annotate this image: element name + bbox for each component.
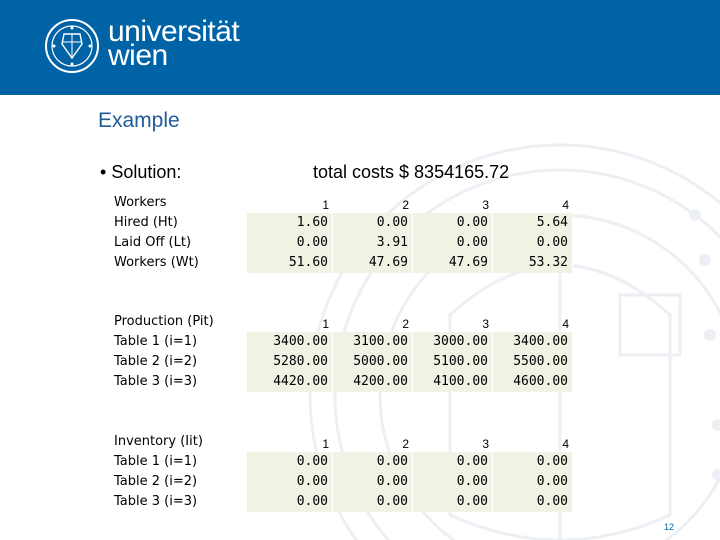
section-heading: Inventory (Iit) — [114, 434, 203, 449]
table-row — [247, 452, 583, 472]
table-cell: 47.69 — [333, 253, 413, 273]
row-label: Table 3 (i=3) — [114, 374, 198, 389]
table-cell: 0.00 — [333, 452, 413, 472]
table-row — [247, 352, 583, 372]
period-header: 2 — [402, 198, 409, 212]
period-header: 2 — [402, 437, 409, 451]
university-logo-text — [108, 15, 240, 72]
workers-table — [247, 193, 583, 273]
inventory-table — [247, 432, 583, 512]
table-row — [247, 332, 583, 352]
section-heading: Workers — [114, 195, 167, 210]
table-cell: 0.00 — [413, 233, 493, 253]
university-seal-icon — [44, 18, 100, 74]
table-cell: 0.00 — [493, 452, 573, 472]
table-cell: 53.32 — [493, 253, 573, 273]
period-header: 1 — [322, 437, 329, 451]
table-cell: 5.64 — [493, 213, 573, 233]
table-cell: 0.00 — [413, 492, 493, 512]
inventory-labels — [114, 432, 203, 512]
table-cell: 4100.00 — [413, 372, 493, 392]
page-number: 12 — [664, 522, 675, 532]
table-cell: 3000.00 — [413, 332, 493, 352]
production-table — [247, 312, 583, 392]
table-cell: 3400.00 — [247, 332, 333, 352]
table-row — [247, 472, 583, 492]
row-label: Table 3 (i=3) — [114, 494, 198, 509]
table-cell: 5100.00 — [413, 352, 493, 372]
table-cell: 47.69 — [413, 253, 493, 273]
table-cell: 4420.00 — [247, 372, 333, 392]
solution-label: Solution: — [111, 162, 182, 182]
period-header: 1 — [322, 198, 329, 212]
table-cell: 0.00 — [493, 233, 573, 253]
table-cell: 3400.00 — [493, 332, 573, 352]
period-header: 4 — [562, 437, 569, 451]
table-cell: 4200.00 — [333, 372, 413, 392]
brand-line-2: wien — [108, 39, 168, 72]
table-cell: 0.00 — [333, 472, 413, 492]
period-header: 4 — [562, 317, 569, 331]
table-cell: 0.00 — [413, 452, 493, 472]
section-heading: Production (Pit) — [114, 314, 214, 329]
table-cell: 0.00 — [333, 213, 413, 233]
table-cell: 5280.00 — [247, 352, 333, 372]
period-header: 3 — [482, 437, 489, 451]
table-row — [247, 213, 583, 233]
total-costs: total costs $ 8354165.72 — [313, 162, 510, 182]
row-label: Table 1 (i=1) — [114, 334, 198, 349]
period-header: 3 — [482, 198, 489, 212]
row-label: Table 1 (i=1) — [114, 454, 198, 469]
row-label: Hired (Ht) — [114, 215, 178, 230]
period-header: 2 — [402, 317, 409, 331]
table-cell: 0.00 — [493, 492, 573, 512]
period-header: 3 — [482, 317, 489, 331]
period-header-row — [247, 432, 583, 452]
table-cell: 3.91 — [333, 233, 413, 253]
table-cell: 0.00 — [247, 233, 333, 253]
header-bar — [0, 0, 720, 95]
table-row — [247, 492, 583, 512]
table-row — [247, 233, 583, 253]
table-cell: 51.60 — [247, 253, 333, 273]
table-cell: 0.00 — [247, 452, 333, 472]
row-label: Laid Off (Lt) — [114, 235, 192, 250]
table-cell: 1.60 — [247, 213, 333, 233]
row-label: Table 2 (i=2) — [114, 354, 198, 369]
solution-bullet: • Solution: — [100, 162, 182, 182]
workers-labels — [114, 193, 199, 273]
period-header-row — [247, 193, 583, 213]
row-label: Workers (Wt) — [114, 255, 199, 270]
table-cell: 0.00 — [493, 472, 573, 492]
table-cell: 0.00 — [413, 213, 493, 233]
table-row — [247, 372, 583, 392]
table-cell: 0.00 — [333, 492, 413, 512]
table-cell: 5500.00 — [493, 352, 573, 372]
table-cell: 3100.00 — [333, 332, 413, 352]
table-cell: 4600.00 — [493, 372, 573, 392]
table-row — [247, 253, 583, 273]
period-header-row — [247, 312, 583, 332]
table-cell: 0.00 — [247, 472, 333, 492]
period-header: 4 — [562, 198, 569, 212]
brand-line-1: universität — [108, 15, 240, 48]
table-cell: 5000.00 — [333, 352, 413, 372]
period-header: 1 — [322, 317, 329, 331]
table-cell: 0.00 — [247, 492, 333, 512]
table-cell: 0.00 — [413, 472, 493, 492]
row-label: Table 2 (i=2) — [114, 474, 198, 489]
slide-title: Example — [98, 109, 180, 132]
production-labels — [114, 312, 214, 392]
